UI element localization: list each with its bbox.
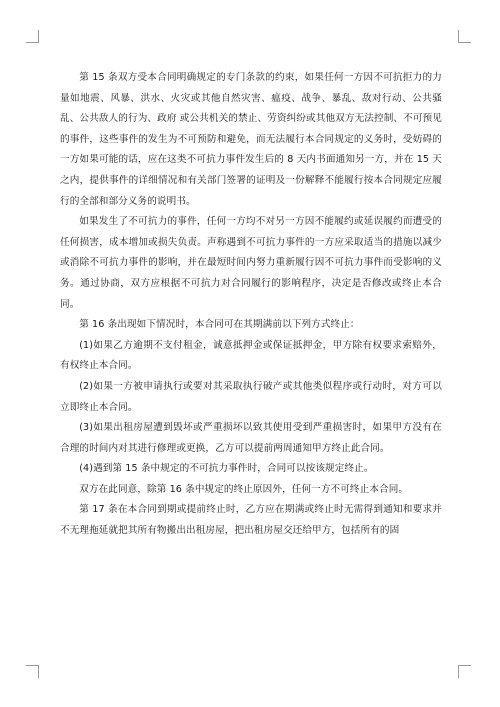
paragraph-force-majeure-effects: 如果发生了不可抗力的事件，任何一方均不对另一方因不能履约或延误履约而遭受的任何损害，成本增加或损失负责。声称遇到不可抗力事件的一方应采取适当的措施以减少或消除不可抗力事件的影响，并在最短时间内努力重新履行因不可抗力事件而受影响的义务。通过协商，双方应根据不可抗力对合同履行的影响程序，决定是否修改或终止本合同。	[60, 216, 442, 310]
paragraph-article-16-intro: 第 16 条出现如下情况时，本合同可在其期满前以下列方式终止：	[79, 319, 360, 331]
paragraph-force-majeure-article-15: 第 15 条双方受本合同明确规定的专门条款的约束，如果任何一方因不可抗拒力的力量如地震、风暴、洪水、火灾或其他自然灾害、瘟疫、战争、暴乱、敌对行动、公共骚乱、公共敌人的行为、政府 或公共机关的禁止、劳资纠纷或其他双方无法控制、不可预见的事件，这些事件的发生为不可预防和避免，而无法履行本合同规定的义务时，受妨碍的一方如果可能的话，应在这类不可抗力事件发生后的 8 天内书面通知另一方，并在 15 天之内，提供事件的详细情况和有关部门签署的证明及一份解释不能履行按本合同规定应履行的全部和部分义务的说明书。	[60, 72, 442, 207]
crop-mark-top-left	[26, 30, 39, 43]
document-body	[60, 68, 442, 542]
paragraph-termination-clause-2: (2)如果一方被申请执行或要对其采取执行破产或其他类似程序或行动时，对方可以立即终止本合同。	[60, 380, 442, 413]
crop-mark-bottom-right	[458, 665, 471, 678]
paragraph-article-17: 第 17 条在本合同到期或提前终止时，乙方应在期满或终止时无需得到通知和要求并不无理拖延就把其所有物搬出出租房屋，把出租房屋交还给甲方，包括所有的固	[60, 504, 442, 537]
paragraph-termination-clause-1: (1)如果乙方逾期不支付租金，诚意抵押金或保证抵押金，甲方除有权要求索赔外，有权终止本合同。	[60, 339, 442, 372]
paragraph-termination-clause-3: (3)如果出租房屋遭到毁坏或严重损坏以致其使用受到严重损害时，如果甲方没有在合理的时间内对其进行修理或更换，乙方可以提前两周通知甲方终止此合同。	[60, 422, 442, 454]
crop-mark-bottom-left	[26, 665, 39, 678]
crop-mark-top-right	[458, 30, 471, 43]
paragraph-termination-clause-4: (4)遇到第 15 条中规定的不可抗力事件时，合同可以按该规定终止。	[79, 463, 374, 475]
paragraph-no-other-termination: 双方在此同意，除第 16 条中规定的终止原因外，任何一方不可终止本合同。	[79, 483, 409, 495]
